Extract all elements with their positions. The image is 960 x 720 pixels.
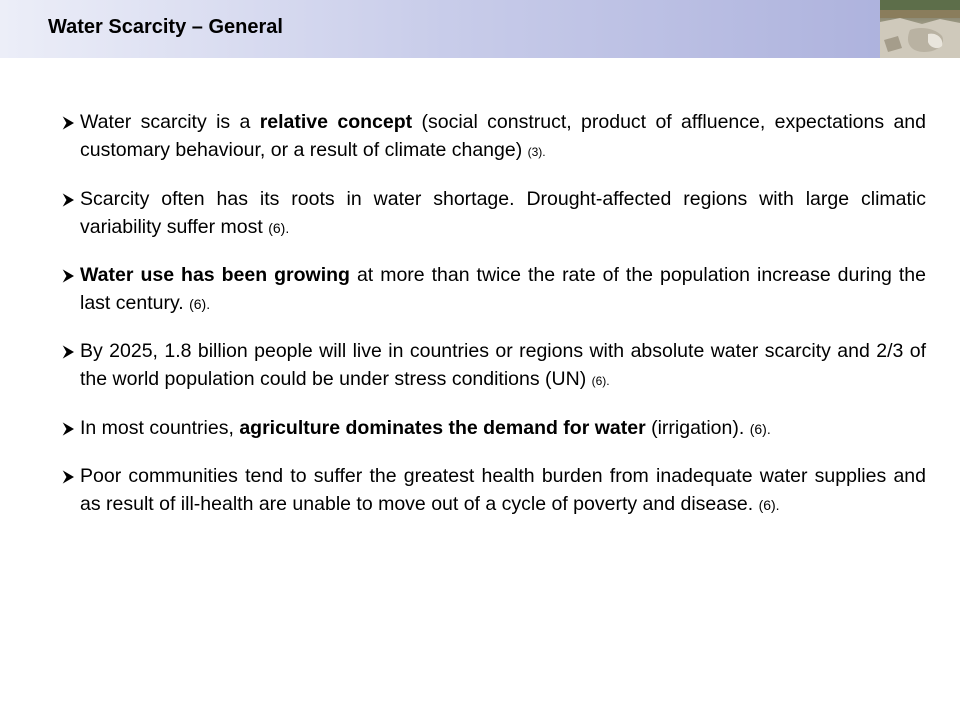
arrowhead-bullet-icon — [60, 268, 76, 284]
slide-title: Water Scarcity – General — [48, 16, 283, 38]
bullet-text: In most countries, — [80, 417, 240, 439]
emphasis-text: Water use has been growing — [80, 264, 350, 286]
emphasis-text: relative concept — [259, 111, 413, 133]
citation-ref: (6). — [758, 497, 780, 513]
bullet-item — [60, 414, 926, 443]
bullet-text: (irrigation). — [645, 417, 750, 439]
bullet-item — [60, 108, 926, 166]
bullet-text: Scarcity often has its roots in water shortage. Drought-affected regions with large climatic variability suffer most — [80, 188, 926, 238]
bullet-item — [60, 462, 926, 519]
bullet-item — [60, 337, 926, 395]
arrowhead-bullet-icon — [60, 192, 76, 208]
citation-ref: (6). — [268, 220, 290, 236]
citation-ref: (3). — [527, 145, 546, 159]
arrowhead-bullet-icon — [60, 115, 76, 131]
dry-landscape-photo-icon — [880, 0, 960, 58]
bullet-list — [60, 108, 926, 538]
arrowhead-bullet-icon — [60, 344, 76, 360]
header-photo — [880, 0, 960, 58]
bullet-text: at more than twice the rate of the population increase during the last century. — [80, 264, 926, 314]
bullet-item — [60, 261, 926, 318]
bullet-text: Water scarcity is a — [80, 111, 260, 133]
citation-ref: (6). — [749, 421, 771, 437]
emphasis-text: agriculture dominates the demand for water — [239, 417, 646, 439]
citation-ref: (6). — [591, 374, 610, 388]
arrowhead-bullet-icon — [60, 469, 76, 485]
bullet-text: Poor communities tend to suffer the greatest health burden from inadequate water supplies and as result of ill-health are unable to move out of a cycle of poverty and disease. — [80, 465, 926, 515]
bullet-text: By 2025, 1.8 billion people will live in countries or regions with absolute water scarcity and 2/3 of the world population could be under stress conditions (UN) — [80, 340, 926, 390]
arrowhead-bullet-icon — [60, 421, 76, 437]
bullet-item — [60, 185, 926, 242]
citation-ref: (6). — [189, 296, 211, 312]
bullet-text: (social construct, product of affluence, expectations and customary behaviour, or a result of climate change) — [80, 111, 926, 161]
